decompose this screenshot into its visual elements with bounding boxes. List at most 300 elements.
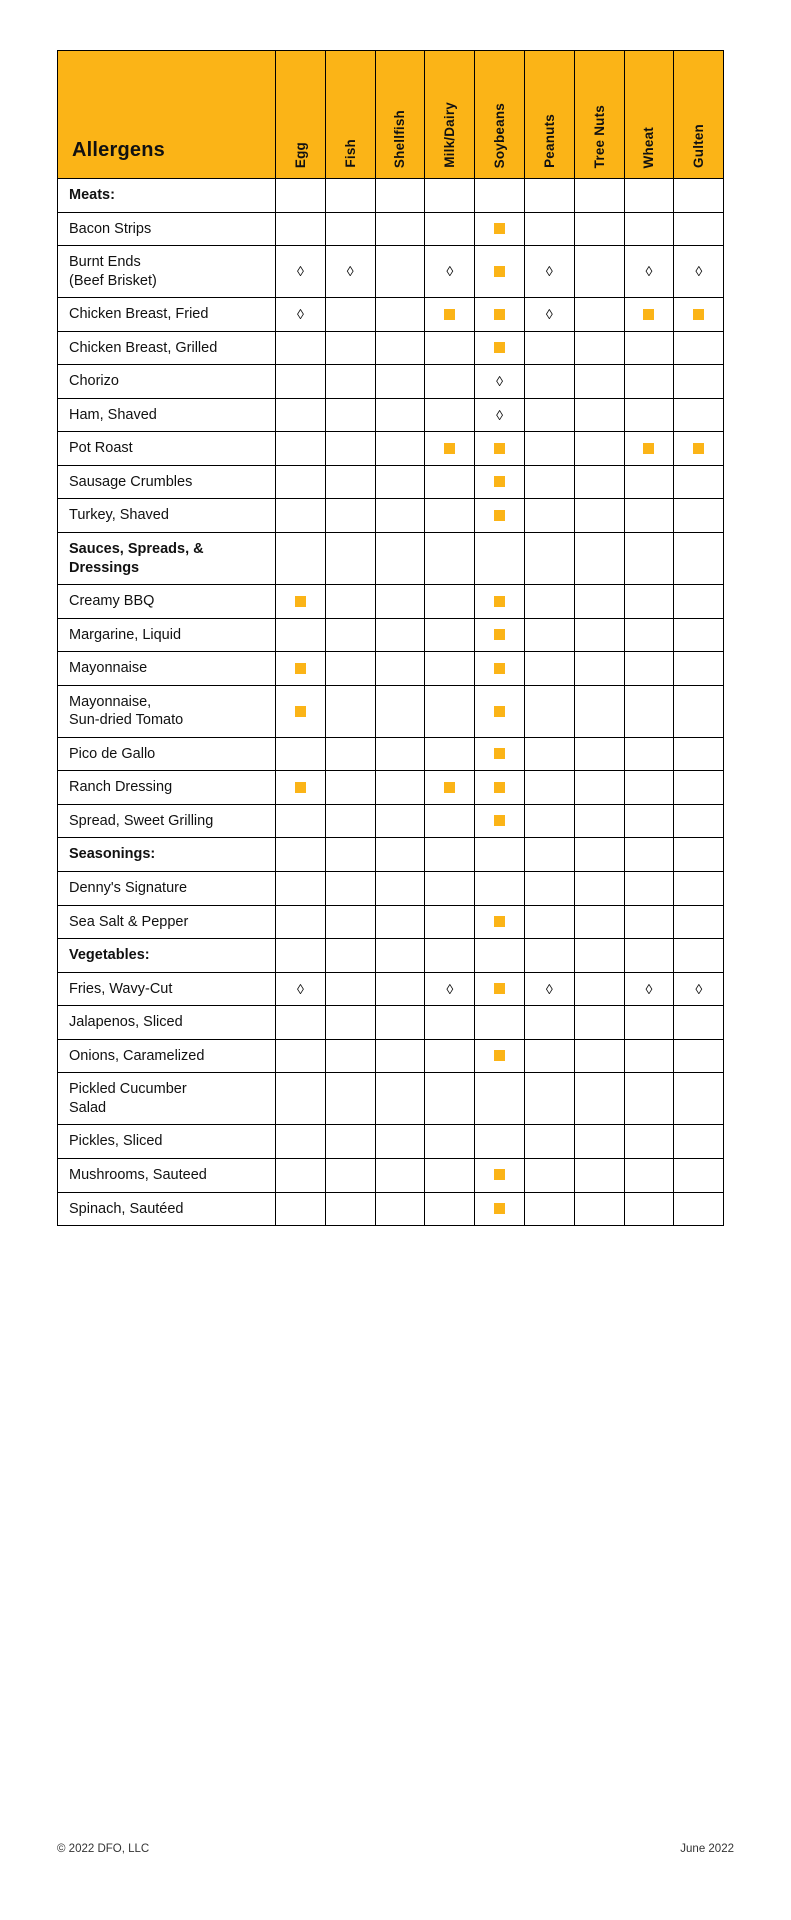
allergen-cell (425, 499, 475, 533)
table-row (58, 1006, 724, 1040)
column-header-egg (276, 51, 326, 179)
table-row (58, 331, 724, 365)
allergen-cell (475, 179, 525, 213)
allergen-cell (624, 298, 674, 332)
footer-date: June 2022 (680, 1843, 734, 1855)
table-row (58, 905, 724, 939)
allergen-cell (624, 365, 674, 399)
allergen-cell (325, 872, 375, 906)
section-label: Meats: (58, 179, 276, 213)
allergen-cell (524, 972, 574, 1006)
allergen-cell (475, 872, 525, 906)
allergen-cell (425, 737, 475, 771)
item-label: Mayonnaise (58, 652, 276, 686)
allergen-cell (425, 432, 475, 466)
allergen-cell (475, 838, 525, 872)
table-row (58, 804, 724, 838)
column-header-soybeans (475, 51, 525, 179)
allergen-cell (425, 212, 475, 246)
allergen-cell (524, 1073, 574, 1125)
allergen-table-container (57, 50, 724, 1226)
allergen-cell (624, 804, 674, 838)
contains-allergen-icon (295, 596, 306, 607)
item-label: Mushrooms, Sauteed (58, 1158, 276, 1192)
column-header-label: Fish (342, 139, 358, 168)
allergen-cell (276, 432, 326, 466)
allergen-cell (276, 212, 326, 246)
allergen-cell (276, 939, 326, 973)
allergen-cell (574, 432, 624, 466)
contains-allergen-icon (444, 782, 455, 793)
allergen-cell (276, 905, 326, 939)
allergen-cell (574, 939, 624, 973)
allergen-cell (574, 872, 624, 906)
allergen-cell (674, 1192, 724, 1226)
allergen-cell (475, 939, 525, 973)
may-contain-allergen-icon: ◊ (346, 263, 354, 280)
allergen-cell (325, 398, 375, 432)
column-header-label: Wheat (641, 126, 657, 168)
allergen-cell (674, 331, 724, 365)
allergen-cell (276, 804, 326, 838)
contains-allergen-icon (494, 1050, 505, 1061)
may-contain-allergen-icon: ◊ (545, 980, 553, 997)
allergen-cell (375, 179, 425, 213)
allergen-cell (574, 331, 624, 365)
allergen-cell (674, 652, 724, 686)
allergen-cell (574, 1192, 624, 1226)
allergen-cell (276, 1073, 326, 1125)
table-row (58, 365, 724, 399)
contains-allergen-icon (494, 476, 505, 487)
item-label: Onions, Caramelized (58, 1039, 276, 1073)
allergen-cell (475, 1039, 525, 1073)
allergen-cell (524, 212, 574, 246)
allergen-cell (375, 499, 425, 533)
item-label: Turkey, Shaved (58, 499, 276, 533)
allergen-cell (624, 1073, 674, 1125)
item-label: Pico de Gallo (58, 737, 276, 771)
allergen-cell (375, 1125, 425, 1159)
contains-allergen-icon (494, 1169, 505, 1180)
allergen-cell (475, 771, 525, 805)
allergen-cell (475, 298, 525, 332)
allergen-cell (674, 585, 724, 619)
allergen-cell (375, 972, 425, 1006)
allergen-cell (425, 838, 475, 872)
allergen-cell (524, 179, 574, 213)
allergen-cell (325, 331, 375, 365)
item-label: Fries, Wavy-Cut (58, 972, 276, 1006)
column-header-label: Milk/Dairy (442, 102, 458, 168)
allergen-cell (624, 1125, 674, 1159)
allergen-cell (375, 365, 425, 399)
allergen-cell (325, 465, 375, 499)
allergen-cell (624, 398, 674, 432)
allergen-cell (574, 465, 624, 499)
allergen-cell (325, 432, 375, 466)
contains-allergen-icon (693, 443, 704, 454)
allergen-cell (475, 1006, 525, 1040)
allergen-cell (674, 212, 724, 246)
allergen-cell (475, 1158, 525, 1192)
allergen-cell (276, 838, 326, 872)
column-header-tree-nuts (574, 51, 624, 179)
allergen-cell (475, 212, 525, 246)
allergen-cell (674, 465, 724, 499)
allergen-cell (674, 246, 724, 298)
allergen-cell (574, 737, 624, 771)
table-row (58, 465, 724, 499)
allergen-cell (425, 1192, 475, 1226)
allergen-cell (325, 1073, 375, 1125)
allergen-cell (276, 499, 326, 533)
allergen-cell (425, 465, 475, 499)
allergen-cell (574, 1158, 624, 1192)
allergen-cell (325, 585, 375, 619)
allergen-cell (674, 1006, 724, 1040)
table-row (58, 685, 724, 737)
allergen-cell (325, 905, 375, 939)
section-label: Vegetables: (58, 939, 276, 973)
allergen-cell (524, 499, 574, 533)
allergen-cell (524, 432, 574, 466)
allergen-cell (524, 533, 574, 585)
contains-allergen-icon (494, 596, 505, 607)
allergen-cell (276, 652, 326, 686)
allergen-cell (624, 685, 674, 737)
allergen-cell (475, 432, 525, 466)
allergen-cell (624, 432, 674, 466)
allergen-cell (325, 212, 375, 246)
allergen-cell (375, 1158, 425, 1192)
allergen-cell (276, 1158, 326, 1192)
allergen-cell (475, 1125, 525, 1159)
allergen-cell (425, 1039, 475, 1073)
allergen-cell (475, 804, 525, 838)
allergen-cell (375, 1006, 425, 1040)
allergen-table-body (58, 179, 724, 1226)
allergen-cell (375, 533, 425, 585)
may-contain-allergen-icon: ◊ (545, 306, 553, 323)
allergen-cell (674, 179, 724, 213)
table-row (58, 1125, 724, 1159)
allergen-cell (325, 1158, 375, 1192)
allergen-table-head (58, 51, 724, 179)
allergen-cell (574, 298, 624, 332)
allergen-cell (574, 972, 624, 1006)
allergen-cell (276, 972, 326, 1006)
allergen-cell (674, 804, 724, 838)
allergen-cell (425, 1125, 475, 1159)
allergen-cell (425, 685, 475, 737)
allergen-cell (674, 972, 724, 1006)
allergen-cell (674, 618, 724, 652)
allergen-cell (524, 331, 574, 365)
allergen-cell (276, 618, 326, 652)
allergen-cell (425, 298, 475, 332)
table-section-row (58, 533, 724, 585)
may-contain-allergen-icon: ◊ (296, 306, 304, 323)
table-row (58, 1192, 724, 1226)
contains-allergen-icon (693, 309, 704, 320)
item-label: Creamy BBQ (58, 585, 276, 619)
allergen-cell (425, 246, 475, 298)
allergen-cell (425, 365, 475, 399)
contains-allergen-icon (494, 629, 505, 640)
allergen-cell (674, 905, 724, 939)
allergen-cell (375, 212, 425, 246)
allergen-cell (524, 804, 574, 838)
allergen-cell (475, 618, 525, 652)
may-contain-allergen-icon: ◊ (645, 263, 653, 280)
contains-allergen-icon (494, 309, 505, 320)
allergen-cell (375, 939, 425, 973)
item-label: Sea Salt & Pepper (58, 905, 276, 939)
may-contain-allergen-icon: ◊ (645, 980, 653, 997)
allergen-cell (425, 652, 475, 686)
allergen-cell (524, 298, 574, 332)
allergen-cell (325, 972, 375, 1006)
may-contain-allergen-icon: ◊ (446, 980, 454, 997)
column-header-label: Shellfish (392, 109, 408, 168)
allergen-cell (425, 398, 475, 432)
item-label: Burnt Ends (Beef Brisket) (58, 246, 276, 298)
allergen-cell (375, 246, 425, 298)
contains-allergen-icon (494, 983, 505, 994)
allergen-cell (624, 737, 674, 771)
allergen-cell (524, 737, 574, 771)
item-label: Jalapenos, Sliced (58, 1006, 276, 1040)
allergen-cell (375, 838, 425, 872)
allergen-cell (325, 838, 375, 872)
table-row (58, 212, 724, 246)
allergen-cell (375, 685, 425, 737)
item-label: Sausage Crumbles (58, 465, 276, 499)
allergen-cell (375, 398, 425, 432)
allergen-cell (425, 872, 475, 906)
allergen-cell (524, 618, 574, 652)
allergen-cell (524, 398, 574, 432)
column-header-wheat (624, 51, 674, 179)
allergen-cell (276, 1192, 326, 1226)
allergen-cell (524, 685, 574, 737)
allergen-cell (325, 804, 375, 838)
allergen-cell (674, 1125, 724, 1159)
allergen-cell (276, 246, 326, 298)
column-header-label: Peanuts (541, 114, 557, 168)
allergen-cell (674, 737, 724, 771)
allergen-cell (624, 585, 674, 619)
allergen-cell (475, 499, 525, 533)
allergen-cell (624, 212, 674, 246)
may-contain-allergen-icon: ◊ (296, 263, 304, 280)
allergen-cell (375, 331, 425, 365)
contains-allergen-icon (494, 815, 505, 826)
table-row (58, 432, 724, 466)
table-section-row (58, 179, 724, 213)
item-label: Margarine, Liquid (58, 618, 276, 652)
allergen-cell (624, 1006, 674, 1040)
allergen-cell (325, 179, 375, 213)
column-header-label: Tree Nuts (591, 104, 607, 168)
allergen-cell (674, 1039, 724, 1073)
table-row (58, 246, 724, 298)
allergen-cell (375, 652, 425, 686)
allergen-cell (674, 838, 724, 872)
allergen-cell (475, 652, 525, 686)
allergen-cell (325, 1192, 375, 1226)
allergen-cell (375, 1039, 425, 1073)
contains-allergen-icon (494, 510, 505, 521)
allergen-cell (325, 499, 375, 533)
allergen-cell (425, 585, 475, 619)
may-contain-allergen-icon: ◊ (496, 406, 504, 423)
may-contain-allergen-icon: ◊ (296, 980, 304, 997)
allergen-cell (524, 585, 574, 619)
allergen-cell (674, 533, 724, 585)
allergen-cell (674, 1158, 724, 1192)
allergen-cell (276, 465, 326, 499)
allergen-cell (325, 737, 375, 771)
may-contain-allergen-icon: ◊ (695, 980, 703, 997)
allergen-cell (276, 771, 326, 805)
table-row (58, 652, 724, 686)
allergen-cell (475, 331, 525, 365)
item-label: Chicken Breast, Grilled (58, 331, 276, 365)
may-contain-allergen-icon: ◊ (695, 263, 703, 280)
allergen-cell (524, 872, 574, 906)
allergen-cell (624, 872, 674, 906)
column-header-label: Egg (292, 141, 308, 168)
allergen-cell (524, 838, 574, 872)
column-header-milk-dairy (425, 51, 475, 179)
contains-allergen-icon (295, 663, 306, 674)
item-label: Pot Roast (58, 432, 276, 466)
allergen-cell (425, 618, 475, 652)
allergen-cell (325, 246, 375, 298)
allergen-cell (425, 331, 475, 365)
allergen-cell (524, 652, 574, 686)
allergen-cell (276, 685, 326, 737)
allergen-cell (276, 298, 326, 332)
item-label: Denny's Signature (58, 872, 276, 906)
allergen-cell (524, 771, 574, 805)
allergen-cell (276, 1006, 326, 1040)
allergen-cell (624, 331, 674, 365)
allergen-cell (475, 465, 525, 499)
page-footer (57, 1843, 734, 1855)
item-label: Chicken Breast, Fried (58, 298, 276, 332)
allergen-cell (624, 972, 674, 1006)
item-label: Pickles, Sliced (58, 1125, 276, 1159)
allergen-cell (574, 1125, 624, 1159)
column-header-fish (325, 51, 375, 179)
allergen-cell (574, 398, 624, 432)
allergen-cell (674, 1073, 724, 1125)
allergen-cell (325, 1125, 375, 1159)
allergen-cell (375, 905, 425, 939)
allergen-cell (524, 1158, 574, 1192)
section-label: Seasonings: (58, 838, 276, 872)
section-label: Sauces, Spreads, & Dressings (58, 533, 276, 585)
allergen-cell (624, 1039, 674, 1073)
item-label: Pickled Cucumber Salad (58, 1073, 276, 1125)
allergen-cell (475, 1192, 525, 1226)
allergen-cell (574, 804, 624, 838)
contains-allergen-icon (494, 223, 505, 234)
contains-allergen-icon (494, 1203, 505, 1214)
allergen-cell (574, 499, 624, 533)
table-row (58, 618, 724, 652)
allergen-cell (624, 939, 674, 973)
allergen-cell (425, 533, 475, 585)
allergen-cell (674, 499, 724, 533)
allergen-cell (276, 737, 326, 771)
allergen-cell (574, 618, 624, 652)
allergen-cell (325, 1039, 375, 1073)
contains-allergen-icon (295, 706, 306, 717)
allergen-cell (325, 771, 375, 805)
allergen-cell (674, 685, 724, 737)
contains-allergen-icon (494, 748, 505, 759)
allergen-cell (574, 533, 624, 585)
allergen-cell (375, 585, 425, 619)
column-header-shellfish (375, 51, 425, 179)
allergen-cell (524, 1192, 574, 1226)
allergen-cell (276, 533, 326, 585)
item-label: Spread, Sweet Grilling (58, 804, 276, 838)
allergen-cell (624, 465, 674, 499)
contains-allergen-icon (444, 443, 455, 454)
may-contain-allergen-icon: ◊ (545, 263, 553, 280)
allergen-cell (325, 618, 375, 652)
allergen-cell (325, 298, 375, 332)
allergen-cell (375, 1192, 425, 1226)
column-header-gluten (674, 51, 724, 179)
allergen-cell (276, 365, 326, 399)
allergen-cell (425, 939, 475, 973)
allergen-cell (375, 1073, 425, 1125)
allergen-cell (674, 939, 724, 973)
may-contain-allergen-icon: ◊ (446, 263, 454, 280)
allergen-cell (574, 1006, 624, 1040)
table-row (58, 737, 724, 771)
allergen-cell (425, 905, 475, 939)
allergen-cell (624, 533, 674, 585)
allergen-cell (624, 179, 674, 213)
allergen-cell (524, 1125, 574, 1159)
contains-allergen-icon (643, 309, 654, 320)
allergen-cell (375, 465, 425, 499)
allergen-cell (574, 905, 624, 939)
table-row (58, 1039, 724, 1073)
allergen-cell (325, 533, 375, 585)
allergen-cell (674, 298, 724, 332)
allergen-cell (425, 771, 475, 805)
allergen-cell (574, 652, 624, 686)
allergen-cell (276, 179, 326, 213)
allergen-cell (524, 1039, 574, 1073)
allergen-cell (276, 1039, 326, 1073)
allergen-cell (574, 179, 624, 213)
allergen-cell (624, 499, 674, 533)
allergen-cell (425, 179, 475, 213)
allergen-cell (475, 398, 525, 432)
allergen-cell (524, 1006, 574, 1040)
allergen-cell (325, 685, 375, 737)
table-row (58, 298, 724, 332)
